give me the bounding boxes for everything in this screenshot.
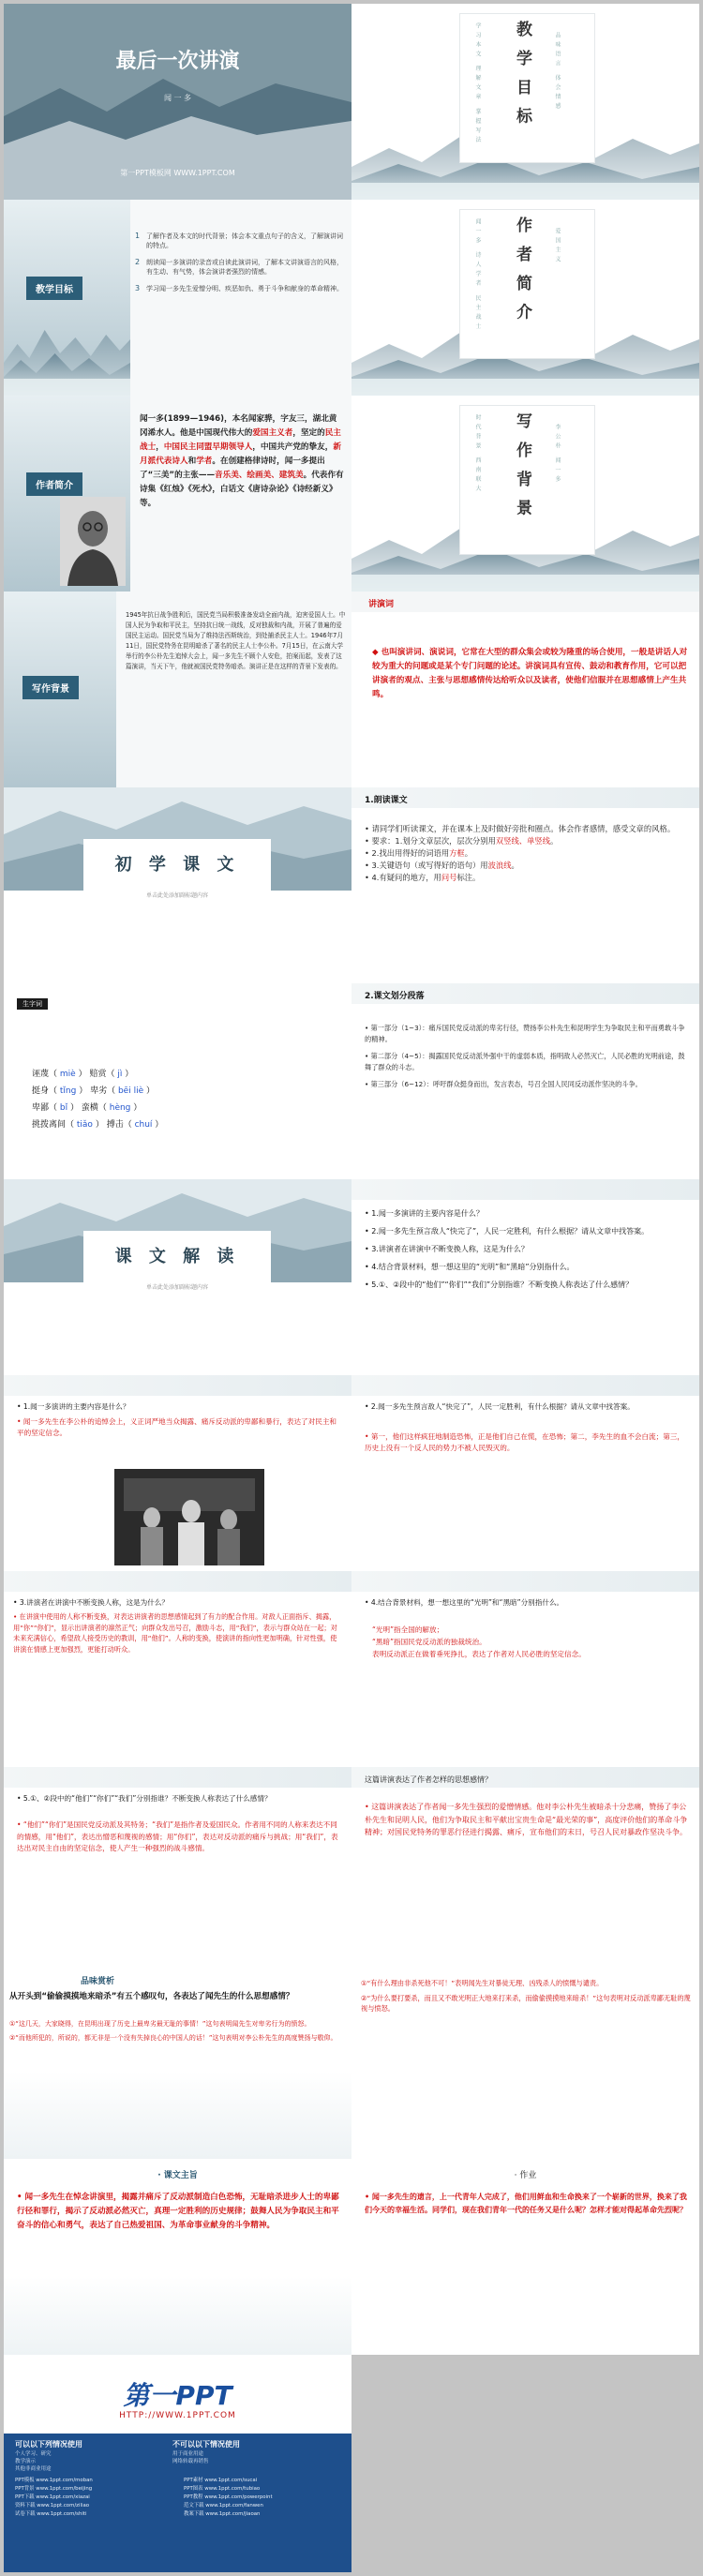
slide-branding[interactable]: 第一PPT HTTP://WWW.1PPT.COM 可以以下列情况使用 不可以以下情况使用 个人学习、研究 教学演示 其他非商业用途 用于商业用途 网络转载再销售 PPT模板 www.1ppt.com/moban PPT素材 www.1ppt.com/sucai PPT背景 www.1ppt.com/beijing PPT图表 www.1ppt.com/tubiao PPT下载 www.1ppt.com/xiazai PPT教程 www.1ppt.com/powerpoint 资料下载 www.1ppt.com/ziliao 范文下载 www.1ppt.com/fanwen 试卷下载 www.1ppt.com/shiti 教案下载 www.1ppt.com/jiaoan xyxy=(4,2355,352,2572)
author-name: 闻 一 多 xyxy=(163,94,192,102)
slide-background[interactable] xyxy=(4,592,352,787)
resource-link[interactable]: 教案下载 www.1ppt.com/jiaoan xyxy=(184,2511,261,2517)
slide-paragraphs[interactable] xyxy=(352,983,699,1179)
homework-text: • 闻一多先生的遗言，上一代青年人完成了，他们用鲜血和生命换来了一个崭新的世界，换来了我们今天的幸福生活。同学们，现在我们青年一代的任务又是什么呢？怎样才能对得起革命先烈呢？ xyxy=(365,2193,687,2214)
slide-section-interpretation[interactable] xyxy=(4,1179,352,1375)
question: 从开头到“偷偷摸摸地来暗杀”有五个感叹句，各表达了闻先生的什么思想感情？ xyxy=(9,1992,294,2001)
forbidden-usage-title: 不可以以下情况使用 xyxy=(172,2440,240,2449)
goal-item: 1 了解作者及本文的时代背景；体会本文重点句子的含义，了解演讲词的特点。 xyxy=(135,232,343,249)
slide-title-text: 最后一次讲演 xyxy=(115,50,240,73)
right-vertical-notes: 李公朴 闻一多 xyxy=(554,424,561,486)
genre-definition: ◆ 也叫演讲词、演说词，它常在大型的群众集会或较为隆重的场合使用，一般是讲话人对较为重大的问题或是某个专门问题的论述。讲演词具有宣传、鼓动和教育作用，它可以把讲演者的观点、主张与思想感情传达给听众以及读者，使他们信服并在思想感情上产生共鸣。 xyxy=(372,648,688,699)
question: • 3.讲演者在讲演中不断变换人称，这是为什么？ xyxy=(13,1598,170,1607)
section-title: 作 者 简 介 xyxy=(513,217,531,323)
paragraph-item: • 第一部分（1~3）：痛斥国民党反动派的卑劣行径，赞扬李公朴先生和昆明学生为争取民主和平而勇敢斗争的精神。 xyxy=(365,1024,685,1043)
vocab-row: 诬蔑（ miè ） 赔赏（ jì ） xyxy=(32,1070,134,1079)
section-subtitle: 单击此处添加副标题内容 xyxy=(145,1284,208,1291)
resource-link[interactable]: PPT素材 www.1ppt.com/sucai xyxy=(184,2478,258,2483)
slide-header: 品味赏析 xyxy=(80,1977,114,1986)
slide-goals[interactable] xyxy=(4,200,352,396)
answer: “光明”指全国的解放； “黑暗”指国民党反动派的独裁统治。 表明反动派正在做着垂死挣扎，表达了作者对人民必胜的坚定信念。 xyxy=(372,1625,586,1658)
slide-theme[interactable] xyxy=(4,2159,352,2355)
right-vertical-notes: 爱国主义 xyxy=(554,228,561,265)
answer: • “他们”“你们”是国民党反动派及其特务；“我们”是指作者及爱国民众。作者用不同的人称来表达不同的情感，用“他们”，表达出憎恶和蔑视的感情；用“你们”，表达对反动派的痛斥与挑战；用“我们”，表达出对民主自由的坚定信念，使人产生一种强烈的战斗感情。 xyxy=(17,1820,338,1852)
section-title: 初 学 课 文 xyxy=(114,855,240,875)
site-footer: 第一PPT模板网 WWW.1PPT.COM xyxy=(120,169,235,177)
reading-item: • 请同学们听读课文，并在课本上及时做好旁批和圈点。体会作者感情，感受文章的风格。 xyxy=(365,824,676,833)
section-title: 写 作 背 景 xyxy=(513,412,531,519)
slide-appreciation-cont[interactable] xyxy=(352,1963,699,2159)
question: • 5.①、②段中的“他们”“你们”“我们”分别指谁？不断变换人称表达了什么感情？ xyxy=(17,1794,272,1803)
answer: • 在讲演中使用的人称不断变换，对表达讲演者的思想感情起到了有力的配合作用。对敌人正面指斥、揭露，用“你”“你们”，显示出讲演者的凛然正气；向群众发出号召，激励斗志，用“我们”，表示与群众站在一起；对未来充满信心，希望敌人接受历史的教训，用“他们”。人称的变换，使演讲的指向性更加明确，针对性强，使讲演在情感上更加强烈，更能打动听众。 xyxy=(13,1612,337,1654)
slide-vocabulary[interactable] xyxy=(4,983,352,1179)
question-item: • 3.讲演者在讲演中不断变换人称，这是为什么？ xyxy=(365,1245,529,1253)
reading-item: • 4.有疑问的地方，用问号标注。 xyxy=(365,873,481,882)
paragraph-item: • 第三部分（6~12）：呼吁群众挺身而出，发言表态，号召全国人民同反动派作坚决的斗争。 xyxy=(365,1080,642,1088)
slide-header: · 课文主旨 xyxy=(157,2171,198,2180)
paragraph-item: • 第二部分（4~5）：揭露国民党反动派外强中干的虚弱本质，指明敌人必然灭亡，人民必胜的光明前途，鼓舞了群众的斗志。 xyxy=(365,1052,685,1071)
slide-section-reading[interactable] xyxy=(4,787,352,983)
section-title: 课 文 解 读 xyxy=(114,1247,240,1266)
slide-appreciation[interactable] xyxy=(4,1963,352,2159)
slide-header: 1.朗读课文 xyxy=(365,796,408,805)
slide-section-background[interactable] xyxy=(352,396,699,592)
resource-link[interactable]: PPT背景 www.1ppt.com/beijing xyxy=(15,2486,93,2492)
slide-section-goals[interactable] xyxy=(352,4,699,200)
slide-questions[interactable] xyxy=(352,1179,699,1375)
question-item: • 4.结合背景材料，想一想这里的“光明”和“黑暗”分别指什么。 xyxy=(365,1263,575,1271)
resource-link[interactable]: PPT图表 www.1ppt.com/tubiao xyxy=(184,2486,261,2492)
background-text: 1945年抗日战争胜利后，国民党当局积极准备发动全面内战，迫害爱国人士。中国人民为争取和平民主，坚持抗日统一战线，反对独裁和内战，开展了普遍的爱国民主运动。国民党当局为了维持法西斯统治，到处捕杀民主人士。1946年7月11日，国民党特务在昆明暗杀了著名的民主人士李公朴。7月15日，在云南大学举行的李公朴先生追悼大会上，闻一多先生不顾个人安危，拍案而起，发表了这篇演讲，当天下午，他就被国民党特务暗杀。演讲正是在这样的背景下发表的。 xyxy=(126,611,346,670)
slide-answer-3[interactable] xyxy=(4,1571,352,1767)
resource-link[interactable]: PPT模板 www.1ppt.com/moban xyxy=(15,2478,93,2483)
vocab-row: 挺身（ tǐng ） 卑劣（ bēi liè ） xyxy=(32,1086,155,1096)
allowed-usage-title: 可以以下列情况使用 xyxy=(15,2440,82,2449)
slide-header: · 作业 xyxy=(514,2171,537,2180)
slide-header: 2.课文划分段落 xyxy=(365,992,425,1001)
slide-homework[interactable] xyxy=(352,2159,699,2355)
goal-item: 2 朗读闻一多演讲的录音或自读此演讲词，了解本文讲演语言的风格，有生动、有气势，体会演讲者强烈的情感。 xyxy=(135,258,343,276)
slide-author[interactable] xyxy=(4,396,352,592)
right-vertical-notes: 品味语言 体会情感 xyxy=(554,32,561,112)
reading-item: • 2.找出用得好的词语用方框。 xyxy=(365,848,473,858)
answer: • 闻一多先生在李公朴的追悼会上，义正词严地当众揭露、痛斥反动派的卑鄙和暴行，表达了对民主和平的坚定信念。 xyxy=(17,1417,337,1437)
section-subtitle: 单击此处添加副标题内容 xyxy=(145,892,208,899)
slide-answer-1[interactable] xyxy=(4,1375,352,1571)
left-vertical-notes: 闻一多 诗人学者 民主战士 xyxy=(474,218,481,333)
author-bio: 闻一多(1899—1946)，本名闻家骅，字友三，湖北黄冈浠水人。他是中国现代伟大的爱国主义者，坚定的民主战士，中国民主同盟早期领导人，中国共产党的挚友，新月派代表诗人和学者。在创建格律诗时，闻一多提出了“三美”的主张——音乐美、绘画美、建筑美。代表作有诗集《红烛》《死水》，白话文《唐诗杂论》《诗经新义》等。 xyxy=(140,414,344,508)
slide-tag: 生字词 xyxy=(17,998,48,1010)
brand-url[interactable]: HTTP://WWW.1PPT.COM xyxy=(119,2411,236,2420)
question-item: • 1.闻一多演讲的主要内容是什么？ xyxy=(365,1209,484,1218)
slide-answer-2[interactable] xyxy=(352,1375,699,1571)
analysis-item: ②“为什么要打要杀，而且又不敢光明正大地来打来杀，而偷偷摸摸地来暗杀！”这句表明对反动派卑鄙无耻的蔑视与愤怒。 xyxy=(361,1993,691,2013)
left-vertical-notes: 时代背景 西南联大 xyxy=(474,414,481,495)
analysis-item: ①“这几天，大家晓得，在昆明出现了历史上最卑劣最无耻的事情！”这句表明闻先生对卑劣行为的愤怒。 xyxy=(9,2020,311,2028)
resource-link[interactable]: PPT下载 www.1ppt.com/xiazai xyxy=(15,2494,90,2500)
vocab-row: 挑拨离间（ tiǎo ） 搏击（ chuí ） xyxy=(32,1120,164,1130)
resource-link[interactable]: 试卷下载 www.1ppt.com/shiti xyxy=(15,2511,87,2517)
slide-title[interactable] xyxy=(4,4,352,200)
theme-text: • 闻一多先生在悼念讲演里，揭露并痛斥了反动派制造白色恐怖，无耻暗杀进步人士的卑鄙行径和罪行，揭示了反动派必然灭亡，真理一定胜利的历史规律；鼓舞人民为争取民主和平奋斗的信心和勇气，表达了自己热爱祖国、为革命事业献身的斗争精神。 xyxy=(17,2193,339,2230)
slide-answer-4[interactable] xyxy=(352,1571,699,1767)
resource-links xyxy=(15,2477,343,2519)
question: 这篇讲演表达了作者怎样的思想感情？ xyxy=(365,1775,492,1784)
analysis-item: ②“而他所犯的，所说的，都无非是一个没有失掉良心的中国人的话！”这句表明对李公朴先生的高度赞扬与敬仰。 xyxy=(9,2034,337,2042)
section-badge: 教学目标 xyxy=(26,277,82,300)
reading-item: • 要求：1.划分文章层次，层次分别用双竖线、单竖线。 xyxy=(365,836,559,846)
resource-link[interactable]: 资料下载 www.1ppt.com/ziliao xyxy=(15,2503,90,2509)
answer: • 第一，他们这样疯狂地制造恐怖，正是他们自己在慌，在恐怖；第二，李先生的血不会白流；第三，历史上没有一个反人民的势力不被人民毁灭的。 xyxy=(365,1432,685,1452)
mountain-decoration xyxy=(4,311,130,396)
slide-read-aloud[interactable] xyxy=(352,787,699,983)
analysis-item: ①“有什么理由非杀死他不可！”表明闻先生对暴徒无理、凶残杀人的愤慨与谴责。 xyxy=(361,1979,604,1987)
slide-section-author[interactable] xyxy=(352,200,699,396)
author-portrait xyxy=(60,497,126,586)
resource-link[interactable]: PPT教程 www.1ppt.com/powerpoint xyxy=(184,2494,273,2500)
slide-answer-5[interactable] xyxy=(4,1767,352,1963)
section-badge: 写作背景 xyxy=(22,676,79,699)
question-item: • 2.闻一多先生预言敌人“快完了”，人民一定胜利，有什么根据？请从文章中找答案。 xyxy=(365,1227,650,1236)
reading-item: • 3.关键语句（或写得好的语句）用波浪线。 xyxy=(365,861,519,870)
question: • 4.结合背景材料，想一想这里的“光明”和“黑暗”分别指什么。 xyxy=(365,1598,564,1607)
slide-speech-genre[interactable] xyxy=(352,592,699,787)
question: • 1.闻一多演讲的主要内容是什么？ xyxy=(17,1402,130,1411)
left-vertical-notes: 学习本文 理解文章 掌握写法 xyxy=(474,22,481,146)
question: • 2.闻一多先生预言敌人“快完了”，人民一定胜利，有什么根据？请从文章中找答案。 xyxy=(365,1402,635,1411)
historical-photo xyxy=(114,1469,264,1565)
section-badge: 作者简介 xyxy=(26,472,82,496)
section-title: 教 学 目 标 xyxy=(513,21,531,127)
brand-logo: 第一PPT xyxy=(123,2380,232,2411)
slide-sentiment[interactable] xyxy=(352,1767,699,1963)
resource-link[interactable]: 范文下载 www.1ppt.com/fanwen xyxy=(184,2503,263,2509)
vocab-row: 卑鄙（ bǐ ） 蛮横（ hèng ） xyxy=(32,1103,142,1113)
slide-tag: 讲演词 xyxy=(368,600,395,609)
goal-item: 3 学习闻一多先生爱憎分明、疾恶如仇、勇于斗争和献身的革命精神。 xyxy=(135,284,343,292)
answer: • 这篇讲演表达了作者闻一多先生强烈的爱憎情感。他对李公朴先生被暗杀十分悲痛，赞扬了李公朴先生和昆明人民，他们为争取民主和平献出宝贵生命是“最光荣的事”，高度评价他们的革命斗争精神；对国民党特务的罪恶行径进行揭露、痛斥，宣布他们的末日，号召人民对暴政作坚决斗争。 xyxy=(365,1803,688,1836)
question-item: • 5.①、②段中的“他们”“你们”“我们”分别指谁？不断变换人称表达了什么感情？ xyxy=(365,1281,634,1289)
